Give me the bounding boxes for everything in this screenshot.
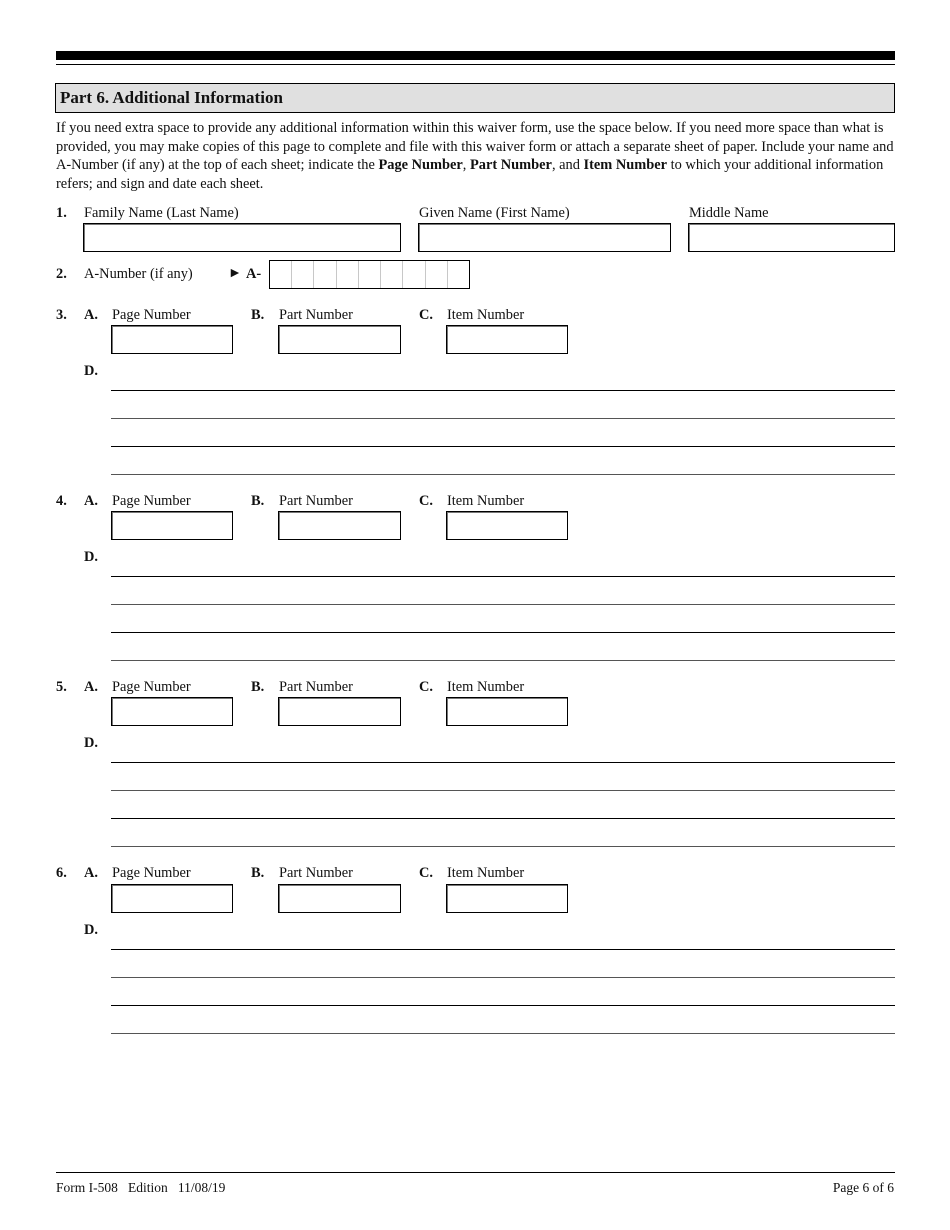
part-number-field[interactable] [278,697,401,726]
item-number-field[interactable] [446,884,568,913]
a-number-prefix: A- [246,266,262,282]
a-number-digit[interactable] [426,261,448,288]
part-header [55,83,895,113]
item-number-field[interactable] [446,511,568,540]
sub-c-letter: C. [419,679,433,695]
part-number-label: Part Number [279,865,353,881]
a-number-digit[interactable] [337,261,359,288]
given-name-field[interactable] [418,223,671,252]
a-number-digit[interactable] [381,261,403,288]
middle-name-label: Middle Name [689,205,769,221]
page-number-label: Page Number [112,865,191,881]
intro-bold-page-number: Page Number [378,157,463,174]
item-number-label: Item Number [447,679,525,695]
item-number-label: Item Number [447,865,525,881]
intro-text-1: If you need extra space to provide any additional information within this waiver form, use the space below. If you need more space than what is provided, you may make copies of this page to complete and file with this waiver form or attach a separate sheet of paper. Include your name and A-Number (if any) at the top of each sheet; indicate the [56,120,894,174]
instructions-paragraph [56,119,898,193]
sub-b-letter: B. [251,493,265,509]
page-number-label: Page Number [112,679,191,695]
middle-name-field[interactable] [688,223,895,252]
additional-info-line[interactable] [111,632,895,633]
additional-info-line[interactable] [111,474,895,475]
intro-sep-2: , and [551,157,584,174]
part-title: Part 6. Additional Information [60,88,283,107]
page-number-label: Page Number [112,493,191,509]
part-number-field[interactable] [278,325,401,354]
additional-info-line[interactable] [111,604,895,605]
item-number: 6. [56,865,67,881]
sub-b-letter: B. [251,865,265,881]
sub-a-letter: A. [84,679,98,695]
item-number-label: Item Number [447,307,525,323]
additional-info-line[interactable] [111,1033,895,1034]
additional-info-line[interactable] [111,660,895,661]
a-number-digit[interactable] [270,261,292,288]
intro-text-2: to which your additional information refers; and sign and date each sheet. [56,157,884,192]
additional-info-line[interactable] [111,576,895,577]
sub-a-letter: A. [84,493,98,509]
additional-info-line[interactable] [111,390,895,391]
a-number-digit[interactable] [359,261,381,288]
page-indicator: Page 6 of 6 [832,1180,894,1195]
sub-b-letter: B. [251,679,265,695]
sub-d-letter: D. [84,735,98,751]
footer-rule [56,1172,895,1173]
part-number-label: Part Number [279,307,353,323]
sub-b-letter: B. [251,307,265,323]
intro-bold-item-number: Item Number [583,157,668,174]
a-number-label: A-Number (if any) [84,266,193,282]
sub-a-letter: A. [84,865,98,881]
additional-info-line[interactable] [111,818,895,819]
top-thin-rule [56,64,895,65]
additional-info-line[interactable] [111,1005,895,1006]
family-name-field[interactable] [83,223,401,252]
a-number-digit[interactable] [292,261,314,288]
page-number-field[interactable] [111,511,233,540]
page-number-label: Page Number [112,307,191,323]
sub-d-letter: D. [84,363,98,379]
family-name-label: Family Name (Last Name) [84,205,239,221]
item-number: 4. [56,493,67,509]
sub-c-letter: C. [419,493,433,509]
intro-sep-1: , [462,157,470,174]
sub-c-letter: C. [419,865,433,881]
arrow-right-icon: ► [228,266,242,281]
additional-info-line[interactable] [111,790,895,791]
sub-d-letter: D. [84,922,98,938]
part-number-label: Part Number [279,679,353,695]
item-number-field[interactable] [446,697,568,726]
part-number-field[interactable] [278,511,401,540]
page-number-field[interactable] [111,884,233,913]
sub-d-letter: D. [84,549,98,565]
top-thick-rule [56,51,895,60]
additional-info-line[interactable] [111,446,895,447]
item-number-field[interactable] [446,325,568,354]
item-number-label: Item Number [447,493,525,509]
item-1-number: 1. [56,205,67,221]
additional-info-line[interactable] [111,762,895,763]
a-number-digit[interactable] [403,261,425,288]
part-number-field[interactable] [278,884,401,913]
given-name-label: Given Name (First Name) [419,205,570,221]
a-number-field[interactable] [269,260,470,289]
a-number-digit[interactable] [314,261,336,288]
intro-bold-part-number: Part Number [470,157,552,174]
page-number-field[interactable] [111,325,233,354]
item-2-number: 2. [56,266,67,282]
additional-info-line[interactable] [111,949,895,950]
additional-info-line[interactable] [111,846,895,847]
part-number-label: Part Number [279,493,353,509]
additional-info-line[interactable] [111,418,895,419]
sub-a-letter: A. [84,307,98,323]
additional-info-line[interactable] [111,977,895,978]
item-number: 5. [56,679,67,695]
form-edition: Form I-508 Edition 11/08/19 [56,1180,226,1195]
sub-c-letter: C. [419,307,433,323]
a-number-digit[interactable] [448,261,469,288]
page-number-field[interactable] [111,697,233,726]
item-number: 3. [56,307,67,323]
